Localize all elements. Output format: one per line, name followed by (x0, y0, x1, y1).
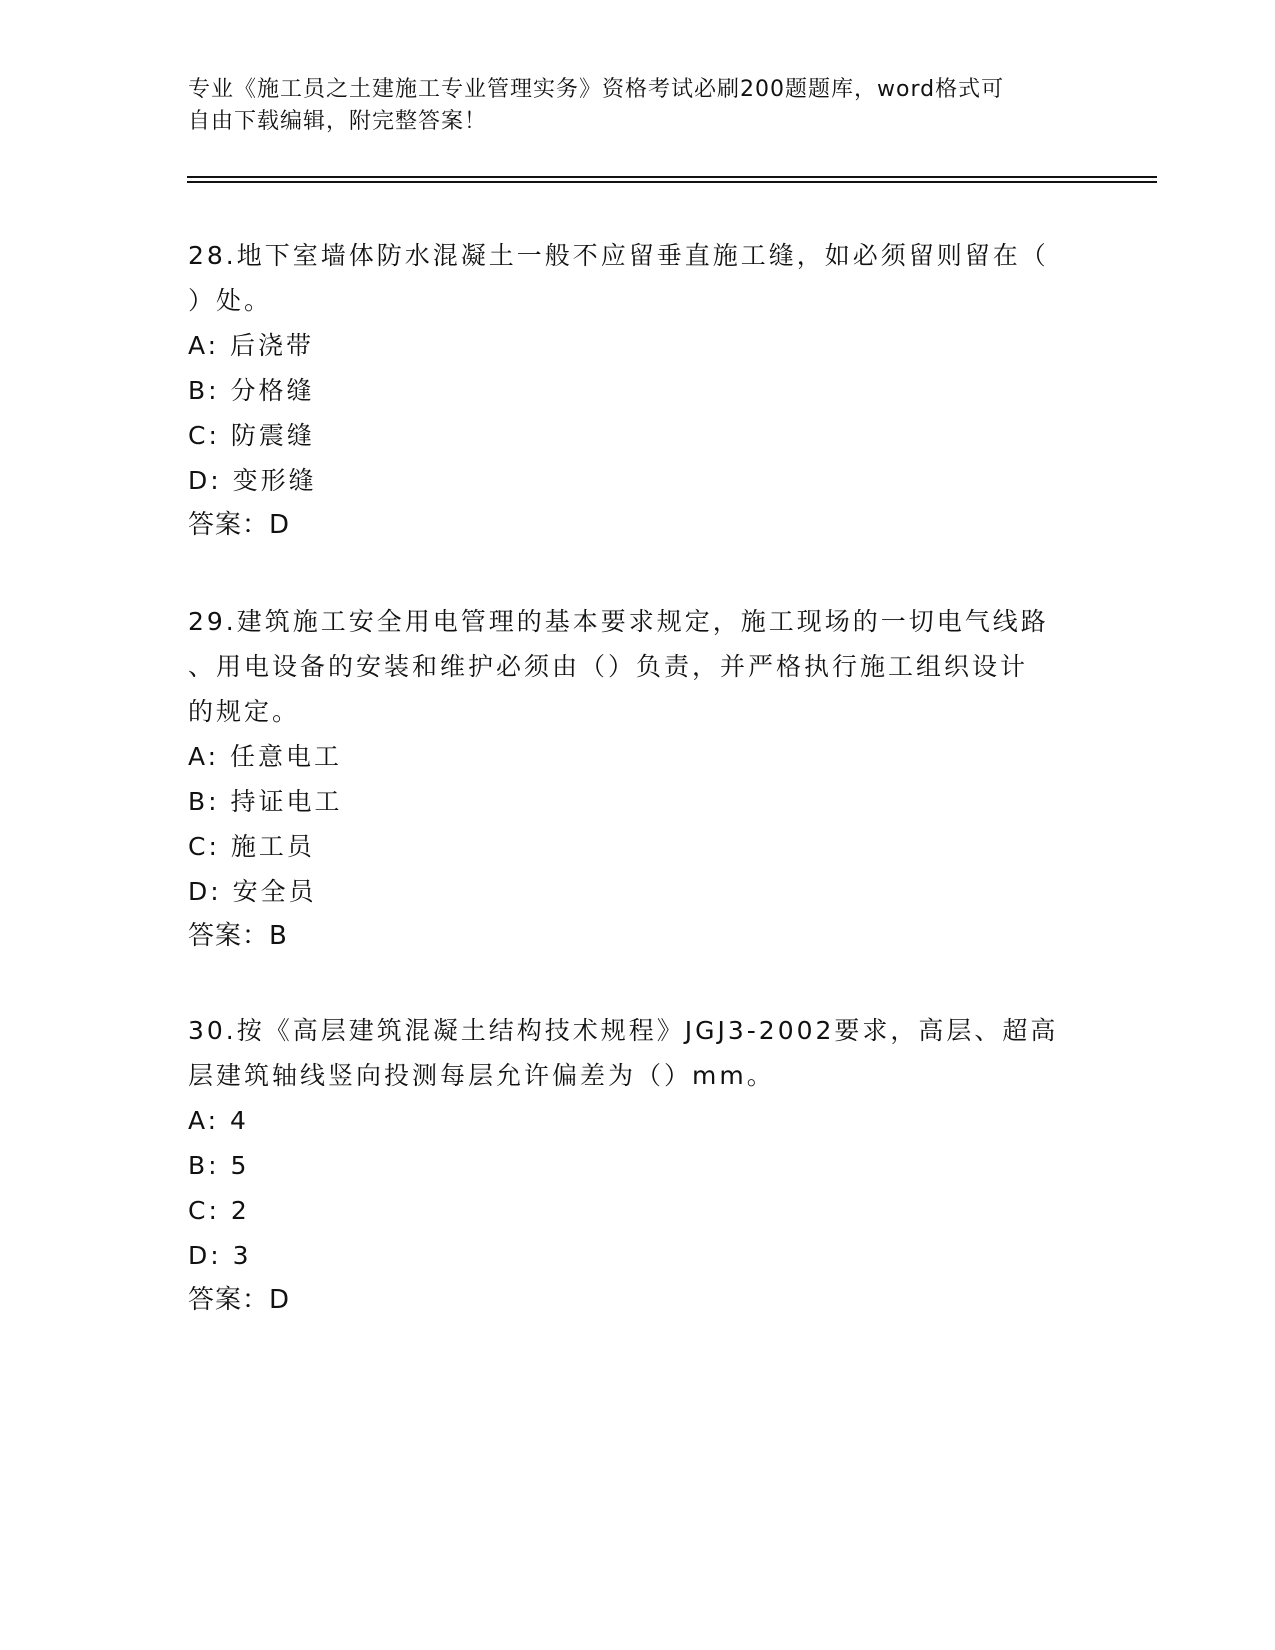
option-a: A: 后浇带 (188, 331, 315, 360)
question-stem-line: 28.地下室墙体防水混凝土一般不应留垂直施工缝，如必须留则留在（ (188, 241, 1049, 270)
question-stem-line: 30.按《高层建筑混凝土结构技术规程》JGJ3-2002要求，高层、超高 (188, 1016, 1059, 1045)
question-29 (188, 599, 1088, 959)
option-a: A: 4 (188, 1106, 249, 1135)
option-c: C: 施工员 (188, 832, 315, 861)
option-c: C: 2 (188, 1196, 250, 1225)
header-line-2: 自由下载编辑，附完整答案！ (188, 109, 488, 134)
question-stem-line: 、用电设备的安装和维护必须由（）负责，并严格执行施工组织设计 (188, 652, 1029, 681)
header-divider-bottom (187, 181, 1157, 183)
question-stem-line: 的规定。 (188, 697, 301, 726)
question-stem-line: 层建筑轴线竖向投测每层允许偏差为（）mm。 (188, 1061, 775, 1090)
document-header (188, 74, 1068, 138)
question-stem-line: ）处。 (188, 286, 273, 315)
option-b: B: 5 (188, 1151, 250, 1180)
option-b: B: 分格缝 (188, 376, 315, 405)
option-d: D: 安全员 (188, 877, 317, 906)
question-stem-line: 29.建筑施工安全用电管理的基本要求规定，施工现场的一切电气线路 (188, 607, 1049, 636)
option-a: A: 任意电工 (188, 742, 343, 771)
option-b: B: 持证电工 (188, 787, 343, 816)
option-c: C: 防震缝 (188, 421, 315, 450)
answer-line: 答案：D (188, 1285, 291, 1315)
answer-line: 答案：B (188, 921, 288, 951)
header-line-1: 专业《施工员之土建施工专业管理实务》资格考试必刷200题题库，word格式可 (188, 77, 1005, 102)
option-d: D: 变形缝 (188, 466, 317, 495)
header-divider-top (187, 176, 1157, 178)
question-30 (188, 1008, 1088, 1323)
answer-line: 答案：D (188, 510, 291, 540)
option-d: D: 3 (188, 1241, 252, 1270)
question-28 (188, 233, 1088, 548)
